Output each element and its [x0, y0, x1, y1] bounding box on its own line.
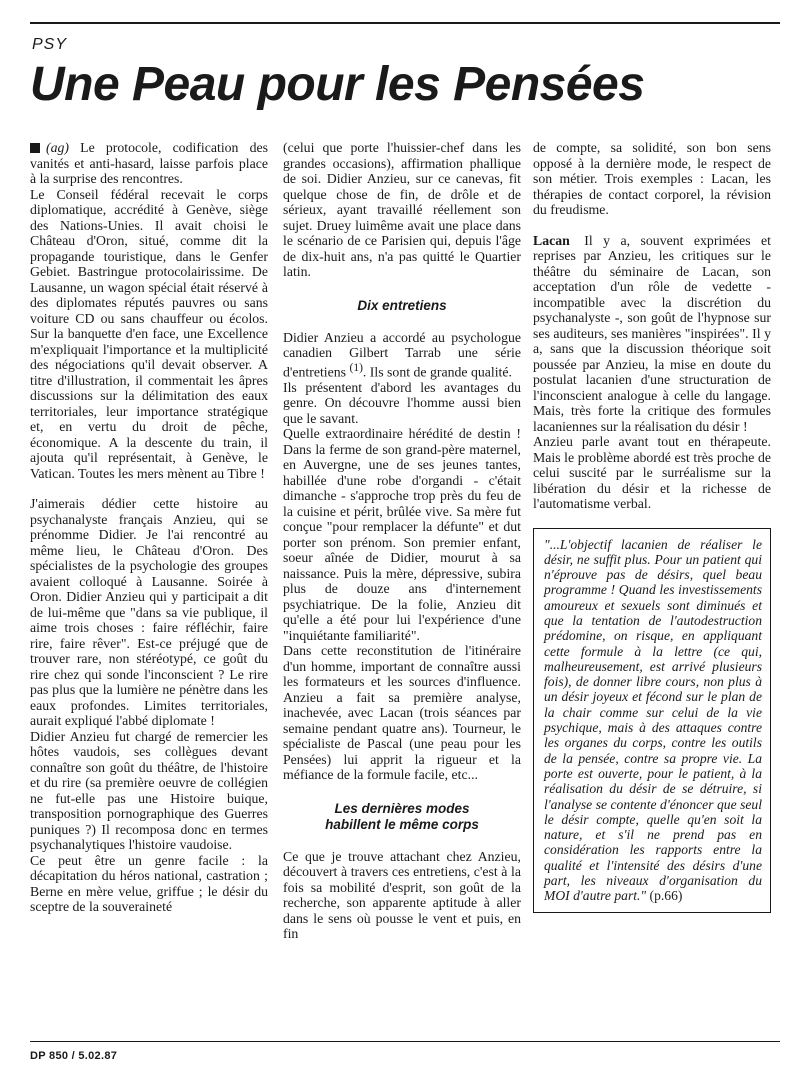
run-in-heading-lacan: Lacan — [533, 232, 570, 248]
subheading-dernieres-modes — [283, 801, 521, 833]
author-initials: (ag) — [46, 140, 69, 155]
paragraph-text: Le protocole, codification des vanités et anti-hasard, laisse parfois place à la surprise des rencontres. — [30, 140, 268, 186]
article-title: Une Peau pour les Pensées — [30, 58, 645, 111]
square-bullet-icon — [30, 143, 40, 153]
paragraph — [30, 140, 268, 187]
paragraph-text: Didier Anzieu a accordé au psychologue canadien Gilbert Tarrab une série d'entretiens — [283, 329, 521, 380]
subheading-line: Les dernières modes — [334, 800, 470, 816]
paragraph: Dans cette reconstitution de l'itinéraire d'un homme, important de connaître aussi les formateurs et les sources d'influence. Anzieu a fait sa première analyse, inachevée, avec Lacan (trois séances par semaine pendant quatre ans). Tourneur, le spécialiste de Pascal (une peau pour les Pensées) lui apprit la rigueur et la méfiance de la formule facile, etc... — [283, 643, 521, 783]
paragraph-text: . Ils sont de grande qualité. — [362, 364, 512, 380]
subheading-dix-entretiens: Dix entretiens — [357, 297, 447, 313]
paragraph: Ce que je trouve attachant chez Anzieu, découvert à travers ces entretiens, c'est à la fois sa mobilité d'esprit, son goût de la recherche, son apparente aptitude à aller dans le sens où pousse le vent et puis, en fin — [283, 848, 521, 942]
issue-footer: DP 850 / 5.02.87 — [30, 1050, 118, 1062]
section-rubric: PSY — [32, 36, 68, 53]
column-2 — [283, 140, 521, 942]
paragraph: Ce peut être un genre facile : la décapitation du héros national, castration ; Berne en mère velue, griffue ; le désir du sceptre de la souveraineté — [30, 852, 268, 914]
paragraph: Ils présentent d'abord les avantages du genre. On découvre l'homme aussi bien que le savant. — [283, 379, 521, 426]
paragraph: Quelle extraordinaire hérédité de destin ! Dans la ferme de son grand-père maternel, en Auvergne, une de ses jeunes tantes, habillée d'une robe d'organdi - c'était dimanche - s'approche trop près du feu de la cuisine et périt, brûlée vive. Sa mère fut conçue "pour remplacer la défunte" et dut porter son prénom. Son premier enfant, soeur aînée de Didier, mourut à sa naissance. Puis la mère, dépressive, subira plus de douze ans d'internement psychiatrique. De la folie, Anzieu dit qu'elle a été pour lui l'expérience d'une "inquiétante familiarité". — [283, 426, 521, 643]
footer-rule — [30, 1041, 780, 1042]
subheading-line: habillent le même corps — [325, 816, 479, 832]
paragraph: Anzieu parle avant tout en thérapeute. Mais le problème abordé est très proche de celui suscité par le surréalisme sur la libération du désir et la richesse de l'automatisme verbal. — [533, 434, 771, 511]
paragraph: Didier Anzieu fut chargé de remercier les hôtes vaudois, ses collègues devant connaître son goût du théâtre, de l'histoire et du rire (sa première oeuvre de collégien ne fut-elle pas une Histoire buique, transposition pornographique des Guerres puniques ?) Il recomposa donc en termes psychanalytiques l'histoire vaudoise. — [30, 728, 268, 852]
top-rule — [30, 22, 780, 24]
quote-reference: (p.66) — [649, 888, 683, 904]
paragraph — [283, 330, 521, 380]
column-3 — [533, 140, 771, 913]
paragraph: Le Conseil fédéral recevait le corps diplomatique, accrédité à Genève, siège des Nations-Unies. Il avait choisi le Château d'Oron, situé, comme dit la propagande touristique, dans le Genfer Gebiet. Bastringue protocolairissime. De Lausanne, un wagon spécial était réservé à des diplomates réputés pauvres ou sans voiture CD ou sans chauffeur ou écolos. Sur la banquette d'en face, une Excellence m'expliquait l'importance et la multiplicité des négociations qu'il devait observer. A titre d'illustration, il commentait les âpres discussions sur la délimitation des eaux territoriales, leur importance stratégique et, en vertu du droit de pêche, économique. A la descente du train, il ajouta qu'il représentait, à Genève, le Vatican. Toutes les mers mènent au Tibre ! — [30, 186, 268, 481]
paragraph-text: Il y a, souvent exprimées et reprises par Anzieu, les critiques sur le théâtre du séminaire de Lacan, son acceptation d'un rôle de vedette - incompatible avec la discrétion du psychanalyste -, son goût de l'hypnose sur ses auditeurs, ses manières "inspirées". Il y a, sans que la discussion théorique soit poussée par Anzieu, la mise en doute du postulat lacanien d'une structuration de l'inconscient analogue à celle du langage. Mais, très forte la critique des formules lacaniennes sur la réalisation du désir ! — [533, 232, 772, 434]
pull-quote-box — [533, 528, 771, 913]
footnote-ref: (1) — [349, 361, 363, 374]
paragraph — [533, 233, 771, 435]
quote-text: "...L'objectif lacanien de réaliser le désir, ne suffit plus. Pour un patient qui n'éprouve pas de désirs, quel beau programme ! Quand les investissements amoureux et sexuels sont diminués et que la tentation de l'autodestruction prédomine, on risque, en appliquant cette formule à la lettre (ce qui, malheureusement, est arrivé plusieurs fois), de donner libre cours, non plus à un désir joyeux et fécond sur le plan de la chair comme sur celui de la vie psychique, mais à des attaques contre les organes du corps, contre les outils de la pensée, contre sa propre vie. La porte est ouverte, pour le patient, à la réalisation du désir de se détruire, si l'analyse se contente d'énoncer que seul le désir compte, quelle qu'en soit la nature, et s'il ne prend pas en considération les rapports entre la qualité et l'intensité des désirs d'une part, les niveaux d'organisation du MOI d'autre part." — [544, 536, 762, 904]
column-1 — [30, 140, 268, 915]
paragraph: (celui que porte l'huissier-chef dans les grandes occasions), affirmation phallique de soi. Didier Anzieu, sur ce canevas, fit quelque chose de fin, de drôle et de sérieux, ayant travaillé réellement son sujet. Druey luimême avait une place dans le scénario de ce Parisien qui, depuis l'âge de dix-huit ans, n'a pas quitté le Quartier latin. — [283, 140, 521, 279]
paragraph: J'aimerais dédier cette histoire au psychanalyste français Anzieu, qui se prénomme Didier. Je l'ai rencontré au même lieu, le Château d'Oron. Des spécialistes de la psychologie des groupes avaient colloqué à Lausanne. Soirée à Oron. Didier Anzieu qui y participait a dit de lui-même que "dans sa vie publique, il aime trois choses : faire réfléchir, faire rire, faire rêver". Est-ce préjugé que de trouver rare, non stéréotypé, ce goût du rire chez qui sonde l'inconscient ? Le rire pas plus que la lumière ne pénètre dans les eaux profondes. Limites territoriales, aurait expliqué l'abbé diplomate ! — [30, 496, 268, 728]
paragraph: de compte, sa solidité, son bon sens opposé à la dernière mode, le respect de son métier. Trois exemples : Lacan, les thérapies de contact corporel, la révision du freudisme. — [533, 140, 771, 217]
